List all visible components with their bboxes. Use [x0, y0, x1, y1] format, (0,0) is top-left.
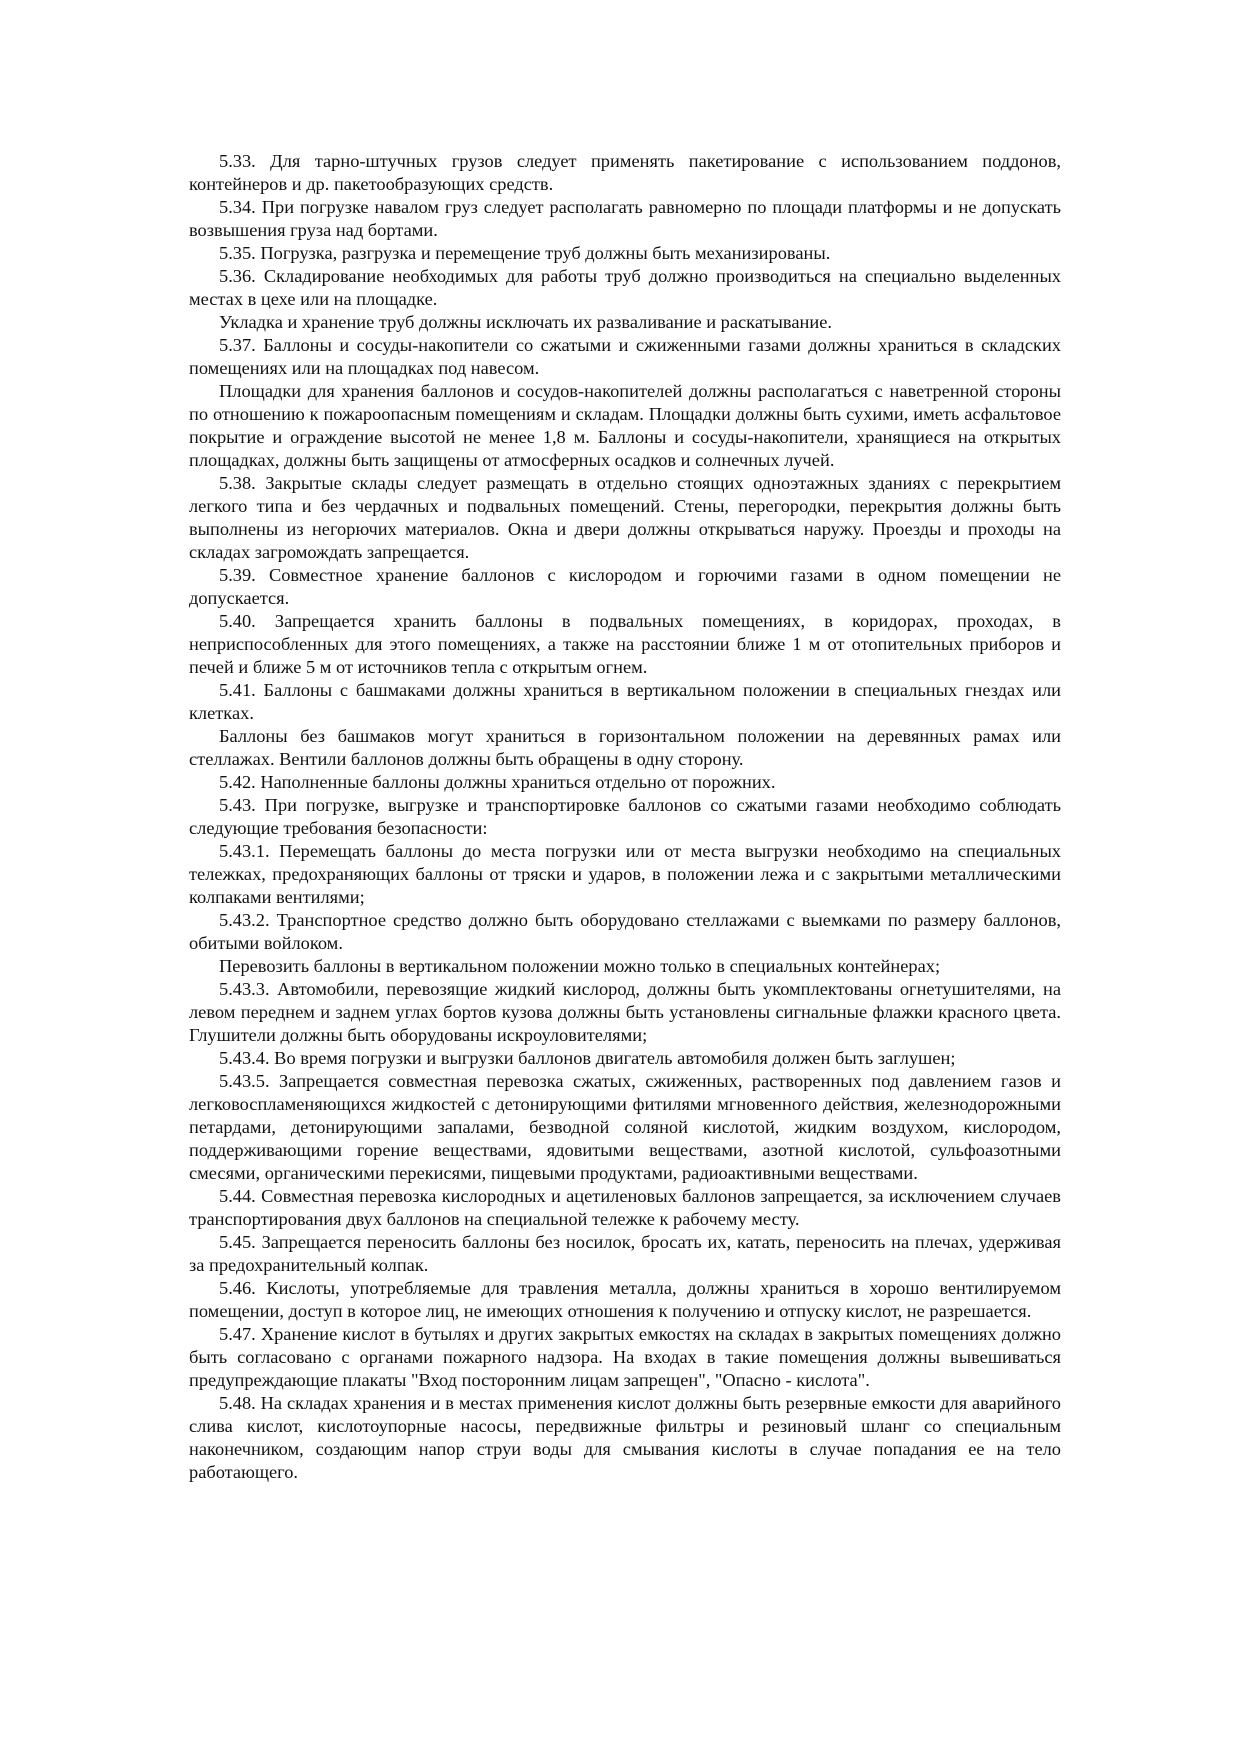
paragraph-5-43-5: 5.43.5. Запрещается совместная перевозка сжатых, сжиженных, растворенных под давлением газов и легковоспламеняющихся жидкостей с детонирующими фитилями мгновенного действия, железнодорожными петардами, детонирующими запалами, безводной соляной кислотой, жидким воздухом, кислородом, поддерживающими горение веществами, ядовитыми веществами, азотной кислотой, сульфоазотными смесями, органическими перекисями, пищевыми продуктами, радиоактивными веществами.	[189, 1071, 1061, 1183]
paragraph-5-45: 5.45. Запрещается переносить баллоны без носилок, бросать их, катать, переносить на плечах, удерживая за предохранительный колпак.	[189, 1232, 1061, 1275]
paragraph-5-43-2: 5.43.2. Транспортное средство должно быть оборудовано стеллажами с выемками по размеру баллонов, обитыми войлоком.	[189, 910, 1061, 953]
paragraph-5-48: 5.48. На складах хранения и в местах применения кислот должны быть резервные емкости для аварийного слива кислот, кислотоупорные насосы, передвижные фильтры и резиновый шланг со специальным наконечником, создающим напор струи воды для смывания кислоты в случае попадания ее на тело работающего.	[189, 1393, 1061, 1482]
paragraph-vertical-transport: Перевозить баллоны в вертикальном положении можно только в специальных контейнерах;	[219, 956, 941, 976]
paragraph-5-38: 5.38. Закрытые склады следует размещать в отдельно стоящих одноэтажных зданиях с перекрытием легкого типа и без чердачных и подвальных помещений. Стены, перегородки, перекрытия должны быть выполнены из негорючих материалов. Окна и двери должны открываться наружу. Проезды и проходы на складах загромождать запрещается.	[189, 473, 1061, 562]
paragraph-pipe-stacking: Укладка и хранение труб должны исключать их разваливание и раскатывание.	[219, 312, 832, 332]
paragraph-5-42: 5.42. Наполненные баллоны должны храниться отдельно от порожних.	[219, 772, 776, 792]
paragraph-5-46: 5.46. Кислоты, употребляемые для травления металла, должны храниться в хорошо вентилируемом помещении, доступ в которое лиц, не имеющих отношения к получению и отпуску кислот, не разрешается.	[189, 1278, 1061, 1321]
paragraph-5-43-4: 5.43.4. Во время погрузки и выгрузки баллонов двигатель автомобиля должен быть заглушен;	[219, 1048, 956, 1068]
paragraph-5-36: 5.36. Складирование необходимых для работы труб должно производиться на специально выделенных местах в цехе или на площадке.	[189, 266, 1061, 309]
paragraph-5-43: 5.43. При погрузке, выгрузке и транспортировке баллонов со сжатыми газами необходимо соблюдать следующие требования безопасности:	[189, 795, 1061, 838]
paragraph-5-40: 5.40. Запрещается хранить баллоны в подвальных помещениях, в коридорах, проходах, в неприспособленных для этого помещениях, а также на расстоянии ближе 1 м от отопительных приборов и печей и ближе 5 м от источников тепла с открытым огнем.	[189, 611, 1061, 677]
document-page	[189, 150, 1061, 1484]
paragraph-5-33: 5.33. Для тарно-штучных грузов следует применять пакетирование с использованием поддонов, контейнеров и др. пакетообразующих средств.	[189, 151, 1061, 194]
paragraph-5-35: 5.35. Погрузка, разгрузка и перемещение труб должны быть механизированы.	[219, 243, 831, 263]
paragraph-5-41: 5.41. Баллоны с башмаками должны храниться в вертикальном положении в специальных гнездах или клетках.	[189, 680, 1061, 723]
paragraph-5-47: 5.47. Хранение кислот в бутылях и других закрытых емкостях на складах в закрытых помещениях должно быть согласовано с органами пожарного надзора. На входах в такие помещения должны вывешиваться предупреждающие плакаты "Вход посторонним лицам запрещен", "Опасно - кислота".	[189, 1324, 1061, 1390]
paragraph-5-43-1: 5.43.1. Перемещать баллоны до места погрузки или от места выгрузки необходимо на специальных тележках, предохраняющих баллоны от тряски и ударов, в положении лежа и с закрытыми металлическими колпаками вентилями;	[189, 841, 1061, 907]
paragraph-5-39: 5.39. Совместное хранение баллонов с кислородом и горючими газами в одном помещении не допускается.	[189, 565, 1061, 608]
paragraph-5-43-3: 5.43.3. Автомобили, перевозящие жидкий кислород, должны быть укомплектованы огнетушителями, на левом переднем и заднем углах бортов кузова должны быть установлены сигнальные флажки красного цвета. Глушители должны быть оборудованы искроуловителями;	[189, 979, 1061, 1045]
paragraph-storage-sites: Площадки для хранения баллонов и сосудов-накопителей должны располагаться с наветренной стороны по отношению к пожароопасным помещениям и складам. Площадки должны быть сухими, иметь асфальтовое покрытие и ограждение высотой не менее 1,8 м. Баллоны и сосуды-накопители, хранящиеся на открытых площадках, должны быть защищены от атмосферных осадков и солнечных лучей.	[189, 381, 1061, 470]
paragraph-5-34: 5.34. При погрузке навалом груз следует располагать равномерно по площади платформы и не допускать возвышения груза над бортами.	[189, 197, 1061, 240]
paragraph-5-44: 5.44. Совместная перевозка кислородных и ацетиленовых баллонов запрещается, за исключением случаев транспортирования двух баллонов на специальной тележке к рабочему месту.	[189, 1186, 1061, 1229]
paragraph-cylinders-without-shoes: Баллоны без башмаков могут храниться в горизонтальном положении на деревянных рамах или стеллажах. Вентили баллонов должны быть обращены в одну сторону.	[189, 726, 1061, 769]
paragraph-5-37: 5.37. Баллоны и сосуды-накопители со сжатыми и сжиженными газами должны храниться в складских помещениях или на площадках под навесом.	[189, 335, 1061, 378]
